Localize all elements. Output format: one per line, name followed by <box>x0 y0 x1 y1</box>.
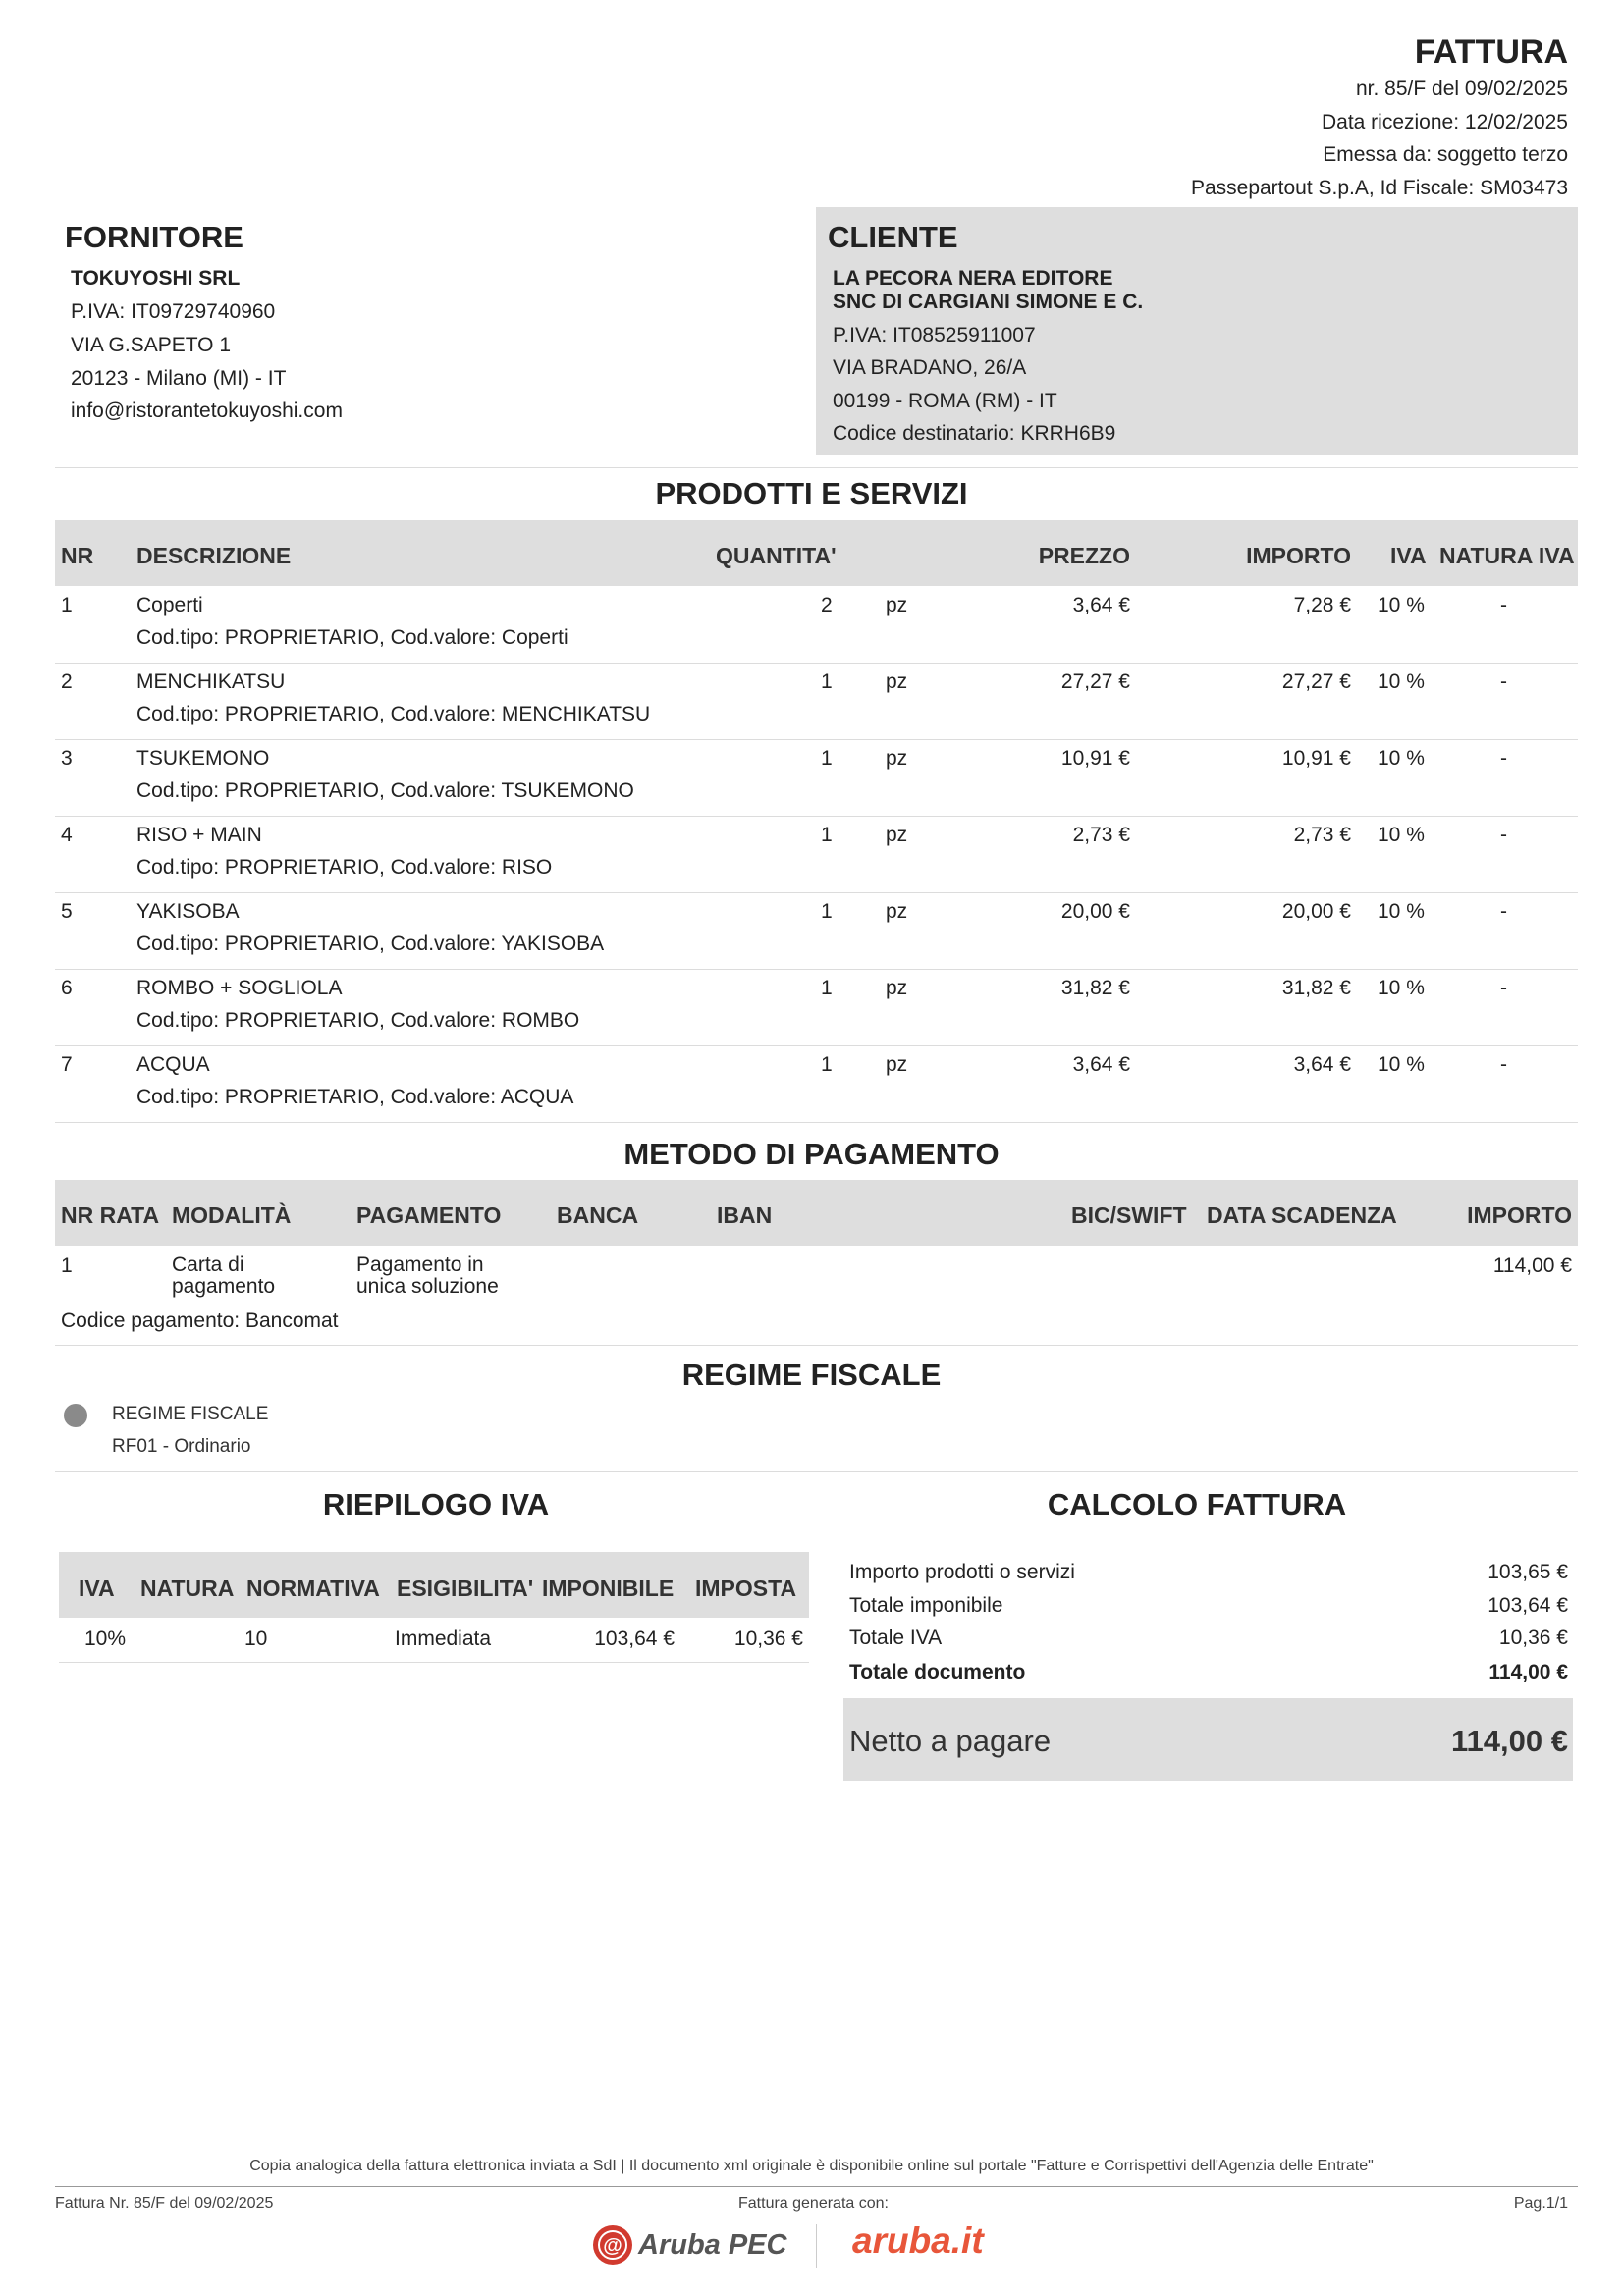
col-payment: PAGAMENTO <box>356 1202 502 1228</box>
client-name-line1: LA PECORA NERA EDITORE <box>833 267 1113 290</box>
client-recipient-code: Codice destinatario: KRRH6B9 <box>833 422 1116 445</box>
row-price: 20,00 € <box>1060 900 1130 923</box>
col-taxable: IMPONIBILE <box>542 1575 675 1601</box>
row-description: ROMBO + SOGLIOLA <box>136 977 343 999</box>
col-quantity: QUANTITA' <box>716 543 837 568</box>
row-description: MENCHIKATSU <box>136 670 286 693</box>
col-bic: BIC/SWIFT <box>1071 1202 1187 1228</box>
payment-amount: 114,00 € <box>1492 1255 1572 1277</box>
row-divider <box>55 1122 1578 1123</box>
col-tax: IMPOSTA <box>695 1575 797 1601</box>
row-unit: pz <box>886 1053 908 1076</box>
row-price: 31,82 € <box>1060 977 1130 999</box>
row-quantity: 1 <box>821 824 833 846</box>
divider <box>55 467 1578 468</box>
row-vat: 10 % <box>1378 977 1425 999</box>
footer-notice: Copia analogica della fattura elettronica inviata a SdI | Il documento xml originale è disponibile online sul portale "Fatture e Corrispettivi dell'Agenzia delle Entrate" <box>249 2158 1374 2174</box>
calc-line-label: Importo prodotti o servizi <box>849 1561 1075 1583</box>
row-vat: 10 % <box>1378 594 1425 616</box>
row-code: Cod.tipo: PROPRIETARIO, Cod.valore: ACQUA <box>136 1086 574 1108</box>
row-vat-nature: - <box>1500 824 1507 846</box>
row-code: Cod.tipo: PROPRIETARIO, Cod.valore: TSUKEMONO <box>136 779 634 802</box>
row-divider <box>55 816 1578 817</box>
row-quantity: 1 <box>821 1053 833 1076</box>
row-price: 10,91 € <box>1060 747 1130 770</box>
row-amount: 31,82 € <box>1281 977 1351 999</box>
payment-type <box>356 1255 499 1298</box>
calc-line-label: Totale IVA <box>849 1627 943 1649</box>
col-amount: IMPORTO <box>1246 543 1351 568</box>
row-description: YAKISOBA <box>136 900 240 923</box>
payment-type-line2: unica soluzione <box>356 1275 499 1298</box>
row-quantity: 1 <box>821 747 833 770</box>
row-code: Cod.tipo: PROPRIETARIO, Cod.valore: MENCHIKATSU <box>136 703 651 725</box>
row-divider <box>55 969 1578 970</box>
payment-type-line1: Pagamento in <box>356 1254 484 1276</box>
intermediary: Passepartout S.p.A, Id Fiscale: SM03473 <box>1190 177 1568 199</box>
col-payment-amount: IMPORTO <box>1467 1202 1572 1228</box>
row-description: TSUKEMONO <box>136 747 270 770</box>
row-nr: 2 <box>61 670 73 693</box>
supplier-city: 20123 - Milano (MI) - IT <box>71 367 287 390</box>
payment-mode <box>172 1255 275 1298</box>
col-exigibility: ESIGIBILITA' <box>397 1575 534 1601</box>
divider <box>55 1471 1578 1472</box>
divider <box>55 1345 1578 1346</box>
supplier-heading: FORNITORE <box>65 220 243 254</box>
net-to-pay-value: 114,00 € <box>1451 1724 1568 1758</box>
row-quantity: 1 <box>821 977 833 999</box>
row-divider <box>55 739 1578 740</box>
col-description: DESCRIZIONE <box>136 543 292 568</box>
row-code: Cod.tipo: PROPRIETARIO, Cod.valore: Coperti <box>136 626 568 649</box>
row-price: 27,27 € <box>1060 670 1130 693</box>
col-nr: NR <box>61 543 94 568</box>
row-vat-nature: - <box>1500 1053 1507 1076</box>
vat-summary-tax: 10,36 € <box>733 1628 803 1650</box>
client-heading: CLIENTE <box>828 220 958 254</box>
row-vat: 10 % <box>1378 824 1425 846</box>
vat-summary-taxable: 103,64 € <box>594 1628 675 1650</box>
footer-page: Pag.1/1 <box>1513 2195 1568 2212</box>
row-vat: 10 % <box>1378 670 1425 693</box>
invoice-title: FATTURA <box>1414 33 1568 71</box>
calc-line-label: Totale imponibile <box>849 1594 1003 1617</box>
footer-invoice-ref: Fattura Nr. 85/F del 09/02/2025 <box>55 2195 274 2212</box>
row-amount: 2,73 € <box>1293 824 1351 846</box>
row-price: 2,73 € <box>1072 824 1130 846</box>
vat-summary-rate: 10% <box>84 1628 127 1650</box>
row-divider <box>55 1045 1578 1046</box>
payment-nr: 1 <box>61 1255 73 1277</box>
payment-mode-line1: Carta di <box>172 1254 244 1276</box>
col-mode: MODALITÀ <box>172 1202 292 1228</box>
row-quantity: 1 <box>821 670 833 693</box>
row-vat-nature: - <box>1500 747 1507 770</box>
col-vat-rate: IVA <box>79 1575 115 1601</box>
row-quantity: 2 <box>821 594 833 616</box>
row-divider <box>55 663 1578 664</box>
client-address: VIA BRADANO, 26/A <box>833 356 1027 379</box>
col-nature: NATURA <box>140 1575 235 1601</box>
client-vat: P.IVA: IT08525911007 <box>833 324 1036 347</box>
issued-by: Emessa da: soggetto terzo <box>1323 143 1568 166</box>
calc-total-value: 114,00 € <box>1488 1661 1568 1683</box>
row-vat: 10 % <box>1378 1053 1425 1076</box>
row-amount: 7,28 € <box>1293 594 1351 616</box>
aruba-it-logo: aruba.it <box>852 2220 984 2261</box>
col-vat: IVA <box>1390 543 1427 568</box>
row-vat-nature: - <box>1500 900 1507 923</box>
footer-divider <box>55 2186 1578 2187</box>
svg-text:@: @ <box>603 2235 622 2257</box>
row-price: 3,64 € <box>1072 594 1130 616</box>
regime-title: REGIME FISCALE <box>681 1358 942 1392</box>
client-city: 00199 - ROMA (RM) - IT <box>833 390 1057 412</box>
row-nr: 5 <box>61 900 73 923</box>
calc-line-value: 10,36 € <box>1498 1627 1568 1649</box>
col-price: PREZZO <box>1038 543 1130 568</box>
row-code: Cod.tipo: PROPRIETARIO, Cod.valore: RISO <box>136 856 553 879</box>
net-to-pay-label: Netto a pagare <box>849 1724 1052 1758</box>
calc-total-label: Totale documento <box>849 1661 1026 1683</box>
calc-line-value: 103,65 € <box>1488 1561 1568 1583</box>
row-nr: 3 <box>61 747 73 770</box>
row-unit: pz <box>886 670 908 693</box>
row-unit: pz <box>886 747 908 770</box>
col-iban: IBAN <box>717 1202 773 1228</box>
row-code: Cod.tipo: PROPRIETARIO, Cod.valore: ROMBO <box>136 1009 580 1032</box>
aruba-pec-logo <box>591 2223 786 2267</box>
vat-summary-nature: 10 <box>244 1628 268 1650</box>
row-unit: pz <box>886 977 908 999</box>
col-due-date: DATA SCADENZA <box>1207 1202 1397 1228</box>
supplier-email: info@ristorantetokuyoshi.com <box>71 400 343 422</box>
row-vat: 10 % <box>1378 900 1425 923</box>
row-vat-nature: - <box>1500 594 1507 616</box>
footer-generated-by: Fattura generata con: <box>738 2195 889 2212</box>
aruba-pec-seal-icon <box>591 2223 634 2267</box>
col-norm: NORMATIVA <box>246 1575 380 1601</box>
row-amount: 10,91 € <box>1281 747 1351 770</box>
row-description: Coperti <box>136 594 203 616</box>
row-nr: 6 <box>61 977 73 999</box>
row-nr: 7 <box>61 1053 73 1076</box>
vat-summary-title: RIEPILOGO IVA <box>322 1487 550 1522</box>
payment-title: METODO DI PAGAMENTO <box>623 1137 1000 1171</box>
regime-value: RF01 - Ordinario <box>112 1436 251 1457</box>
row-amount: 3,64 € <box>1293 1053 1351 1076</box>
row-price: 3,64 € <box>1072 1053 1130 1076</box>
col-installment: NR RATA <box>61 1202 160 1228</box>
payment-code: Codice pagamento: Bancomat <box>61 1309 339 1332</box>
row-vat-nature: - <box>1500 977 1507 999</box>
calc-line-value: 103,64 € <box>1488 1594 1568 1617</box>
row-vat: 10 % <box>1378 747 1425 770</box>
supplier-name: TOKUYOSHI SRL <box>71 267 241 290</box>
row-unit: pz <box>886 594 908 616</box>
row-nr: 1 <box>61 594 73 616</box>
aruba-pec-text: Aruba PEC <box>638 2228 787 2261</box>
row-description: ACQUA <box>136 1053 210 1076</box>
row-vat-nature: - <box>1500 670 1507 693</box>
invoice-number: nr. 85/F del 09/02/2025 <box>1356 78 1568 100</box>
regime-label: REGIME FISCALE <box>112 1404 269 1424</box>
col-bank: BANCA <box>557 1202 639 1228</box>
row-unit: pz <box>886 900 908 923</box>
vat-summary-exigibility: Immediata <box>395 1628 492 1650</box>
bullet-icon <box>64 1404 87 1427</box>
row-amount: 27,27 € <box>1281 670 1351 693</box>
row-code: Cod.tipo: PROPRIETARIO, Cod.valore: YAKISOBA <box>136 933 605 955</box>
calc-title: CALCOLO FATTURA <box>1047 1487 1347 1522</box>
client-name-line2: SNC DI CARGIANI SIMONE E C. <box>833 291 1144 313</box>
row-nr: 4 <box>61 824 73 846</box>
row-quantity: 1 <box>821 900 833 923</box>
products-title: PRODOTTI E SERVIZI <box>655 476 968 510</box>
row-unit: pz <box>886 824 908 846</box>
row-divider <box>55 892 1578 893</box>
row-amount: 20,00 € <box>1281 900 1351 923</box>
received-date: Data ricezione: 12/02/2025 <box>1321 111 1568 133</box>
logo-separator <box>816 2224 817 2268</box>
payment-mode-line2: pagamento <box>172 1275 276 1298</box>
row-description: RISO + MAIN <box>136 824 262 846</box>
supplier-address: VIA G.SAPETO 1 <box>71 334 232 356</box>
divider <box>59 1662 809 1663</box>
col-vat-nature: NATURA IVA <box>1439 543 1575 568</box>
supplier-vat: P.IVA: IT09729740960 <box>71 300 276 323</box>
